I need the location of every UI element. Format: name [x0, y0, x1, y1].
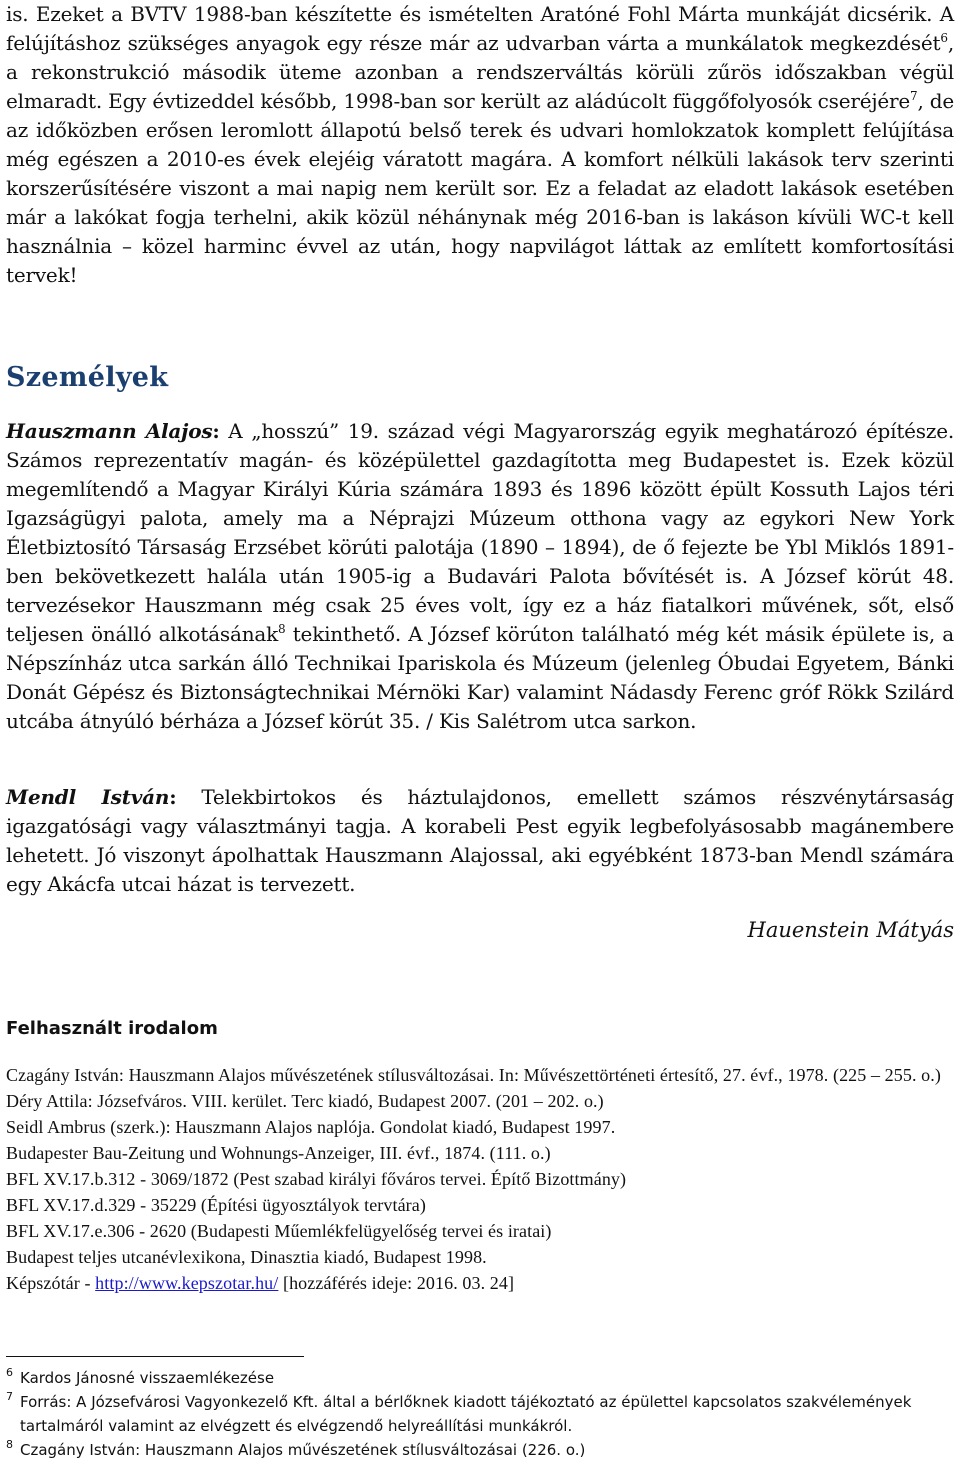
footnote-item: 6 Kardos Jánosné visszaemlékezése: [6, 1366, 275, 1387]
paragraph-text: , de az időközben erősen leromlott állapotú belső terek és udvari homlokzatok komplett felújítása még egészen a 2010-es évek elejéig váratott magára. A komfort nélküli lakások terv szerinti korszerűsítésére viszont a mai napig nem került sor. Ez a feladat az eladott lakások esetében már a lakókat fogja terhelni, akik közül néhánynak még 2016-ban is lakáson kívüli WC-t kell használnia – közel harminc évvel az után, hogy napvilágot láttak az említett komfortosítási tervek!: [6, 89, 954, 287]
colon: :: [212, 419, 220, 443]
bibliography-item: BFL XV.17.e.306 - 2620 (Budapesti Műemlékfelügyelőség tervei és iratai): [6, 1221, 552, 1241]
person-description: Telekbirtokos és háztulajdonos, emellett számos részvénytársaság igazgatósági vagy választmányi tagja. A korabeli Pest egyik legbefolyásosabb magánembere lehetett. Jó viszonyt ápolhattak Hauszmann Alajossal, aki egyébként 1873-ban Mendl számára egy Akácfa utcai házat is tervezett.: [6, 785, 954, 896]
paragraph-text: is. Ezeket a BVTV 1988-ban készítette és ismételten Aratóné Fohl Márta munkáját dicsérik. A felújításhoz szükséges anyagok egy része már az udvarban várta a munkálatok megkezdését: [6, 2, 954, 55]
footnotes-list: [6, 1366, 954, 1462]
footnote-item: 7 Forrás: A Józsefvárosi Vagyonkezelő Kft. által a bérlőknek kiadott tájékoztató az épülettel kapcsolatos szakvélemények tartalmáról valamint az elvégzett és elvégzendő helyreállítási munkákról.: [6, 1390, 912, 1435]
footnote-item: 8 Czagány István: Hauszmann Alajos művészetének stílusváltozásai (226. o.): [6, 1438, 586, 1459]
footnote-text: Czagány István: Hauszmann Alajos művészetének stílusváltozásai (226. o.): [20, 1441, 586, 1459]
person-entry-hauszmann: [6, 417, 954, 736]
body-paragraph-renovation: [6, 0, 954, 290]
section-heading: Személyek: [6, 362, 169, 393]
kepszotar-link[interactable]: http://www.kepszotar.hu/: [95, 1273, 279, 1293]
footnote-separator: [6, 1356, 304, 1357]
footnote-ref-6[interactable]: 6: [940, 31, 948, 45]
footnote-ref-8[interactable]: 8: [278, 622, 286, 636]
bibliography-item: Déry Attila: Józsefváros. VIII. kerület. Terc kiadó, Budapest 2007. (201 – 202. o.): [6, 1091, 604, 1111]
person-entry-mendl: [6, 783, 954, 899]
footnote-text: Kardos Jánosné visszaemlékezése: [20, 1369, 275, 1387]
bibliography-prefix: Képszótár -: [6, 1273, 96, 1293]
bibliography-item: BFL XV.17.b.312 - 3069/1872 (Pest szabad királyi főváros tervei. Építő Bizottmány): [6, 1169, 627, 1189]
bibliography-item: BFL XV.17.d.329 - 35229 (Építési ügyosztályok tervtára): [6, 1195, 426, 1215]
bibliography-title: Felhasznált irodalom: [6, 1018, 218, 1039]
bibliography-list: [6, 1062, 954, 1296]
footnote-ref-7[interactable]: 7: [910, 89, 918, 103]
bibliography-item: Czagány István: Hauszmann Alajos művészetének stílusváltozásai. In: Művészettörténeti értesítő, 27. évf., 1978. (225 – 255. o.): [6, 1065, 941, 1085]
bibliography-item: Seidl Ambrus (szerk.): Hauszmann Alajos naplója. Gondolat kiadó, Budapest 1997.: [6, 1117, 616, 1137]
author-signature: Hauenstein Mátyás: [747, 918, 954, 942]
colon: :: [169, 785, 177, 809]
footnote-text: Forrás: A Józsefvárosi Vagyonkezelő Kft. által a bérlőknek kiadott tájékoztató az épülettel kapcsolatos szakvélemények tartalmáról valamint az elvégzett és elvégzendő helyreállítási munkákról.: [20, 1393, 912, 1435]
bibliography-item: Budapest teljes utcanévlexikona, Dinasztia kiadó, Budapest 1998.: [6, 1247, 487, 1267]
bibliography-item-kepszotar: [6, 1270, 954, 1296]
person-name: Mendl István: [6, 785, 170, 809]
person-description: A „hosszú” 19. század végi Magyarország egyik meghatározó építésze. Számos reprezentatív magán- és középülettel gazdagította meg Budapestet is. Ezek közül megemlítendő a Magyar Királyi Kúria számára 1893 és 1896 között épült Kossuth Lajos téri Igazságügyi palota, amely ma a Néprajzi Múzeum otthona vagy az egykori New York Életbiztosító Társaság Erzsébet körúti palotája (1890 – 1894), de ő fejezte be Ybl Miklós 1891-ben bekövetkezett halála után 1905-ig a Budavári Palota bővítését is. A József körút 48. tervezésekor Hauszmann még csak 25 éves volt, így ez a ház fiatalkori művének, sőt, első teljesen önálló alkotásának: [6, 419, 954, 646]
bibliography-item: Budapester Bau-Zeitung und Wohnungs-Anzeiger, III. évf., 1874. (111. o.): [6, 1143, 551, 1163]
bibliography-suffix: [hozzáférés ideje: 2016. 03. 24]: [278, 1273, 515, 1293]
paragraph-text: Egy évtizeddel később, 1998-ban sor került az aládúcolt függőfolyosók cseréjére: [102, 89, 910, 113]
paragraph-text: , a rekonstrukció második üteme azonban a rendszerváltás körüli zűrös időszakban végül elmaradt.: [6, 31, 954, 113]
person-name: Hauszmann Alajos: [6, 419, 213, 443]
person-description: tekinthető. A József körúton található még két másik épülete is, a Népszínház utca sarkán álló Technikai Ipariskola és Múzeum (jelenleg Óbudai Egyetem, Bánki Donát Gépész és Biztonságtechnikai Mérnöki Kar) valamint Nádasdy Ferenc gróf Rökk Szilárd utcába átnyúló bérháza a József körút 35. / Kis Salétrom utca sarkon.: [6, 622, 954, 733]
